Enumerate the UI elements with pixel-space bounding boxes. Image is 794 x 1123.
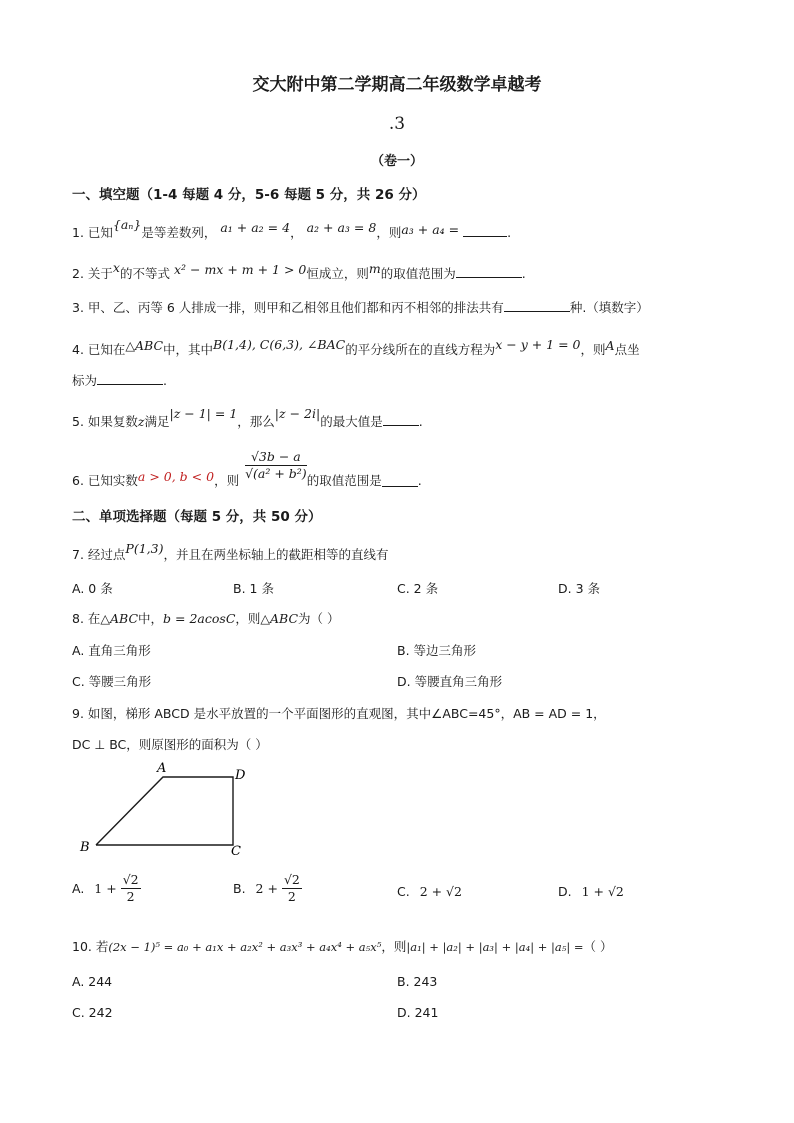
- q2-number: 2. 关于: [72, 266, 113, 281]
- q5-number: 5. 如果复数: [72, 414, 138, 429]
- page-subtitle: .3: [388, 114, 406, 134]
- q4-text-3: ，则: [580, 342, 606, 357]
- q9-option-b-denominator: 2: [287, 889, 296, 904]
- q5-text: 满足: [144, 414, 170, 429]
- question-9-line-2: DC ⊥ BC，则原图形的面积为（ ）: [72, 737, 268, 752]
- q10-text-2: （ ）: [583, 939, 613, 954]
- q4-line-equation: x − y + 1 = 0: [495, 337, 581, 352]
- question-9-line-1: 9. 如图，梯形 ABCD 是水平放置的一个平面图形的直观图，其中∠ABC=45°，AB = AD = 1，: [72, 706, 606, 721]
- q7-text: ，并且在两坐标轴上的截距相等的直线有: [163, 547, 389, 562]
- q7-option-a[interactable]: A. 0 条: [72, 581, 113, 596]
- q4-end: .: [163, 373, 167, 388]
- q5-variable: z: [137, 414, 145, 429]
- q2-text: 的不等式: [119, 266, 170, 281]
- q6-text-2: 的取值范围是: [306, 473, 382, 488]
- q4-answer-blank[interactable]: [97, 372, 163, 385]
- q3-text: 3. 甲、乙、丙等 6 人排成一排，则甲和乙相邻且他们都和丙不相邻的排法共有: [72, 300, 504, 315]
- q8-option-d[interactable]: D. 等腰直角三角形: [397, 674, 503, 689]
- volume-label: （卷一）: [370, 154, 423, 169]
- question-4-cont: [72, 371, 167, 389]
- q6-fraction: [245, 449, 307, 482]
- q10-option-b[interactable]: B. 243: [397, 974, 438, 989]
- question-10: [72, 937, 613, 955]
- q8-triangle: △ABC: [100, 611, 139, 626]
- vertex-label-c: C: [231, 844, 241, 859]
- question-2: [72, 260, 526, 282]
- q1-equation-2: a₂ + a₃ = 8: [306, 220, 377, 235]
- q4-text-5: 标为: [72, 373, 98, 388]
- q10-text: ，则: [381, 939, 407, 954]
- q10-number: 10. 若: [72, 939, 109, 954]
- q9-option-b[interactable]: [233, 872, 302, 916]
- q4-text: 中，其中: [163, 342, 214, 357]
- q6-number: 6. 已知实数: [72, 473, 138, 488]
- q5-text-2: ，那么: [237, 414, 275, 429]
- q6-end: .: [417, 472, 422, 488]
- section-fill-in-heading: 一、填空题（1-4 每题 4 分，5-6 每题 5 分，共 26 分）: [72, 187, 426, 203]
- page-title: 交大附中第二学期高二年级数学卓越考: [252, 75, 542, 95]
- q8-text-3: 为（ ）: [298, 611, 340, 626]
- q8-text: 中，: [138, 611, 164, 626]
- vertex-label-b: B: [80, 840, 90, 855]
- q9-option-a-numerator: √2: [122, 872, 139, 887]
- q9-option-d-letter: D.: [558, 884, 572, 899]
- q9-option-b-numerator: √2: [283, 872, 300, 887]
- q7-option-b[interactable]: B. 1 条: [233, 581, 274, 596]
- question-7: [72, 541, 389, 563]
- q6-text: ，则: [214, 473, 240, 488]
- q5-text-3: 的最大值是: [320, 414, 383, 429]
- q9-option-d-text: 1 + √2: [581, 884, 624, 899]
- q4-number: 4. 已知在: [72, 342, 126, 357]
- q8-option-b[interactable]: B. 等边三角形: [397, 643, 477, 658]
- q7-point: P(1,3): [125, 541, 164, 556]
- q2-variable: x: [112, 260, 120, 275]
- q9-option-c[interactable]: [397, 884, 462, 899]
- q2-text-3: 的取值范围为: [380, 266, 456, 281]
- q6-denominator: √(a² + b²): [245, 465, 307, 481]
- q10-sum: |a₁| + |a₂| + |a₃| + |a₄| + |a₅| =: [406, 940, 584, 954]
- q9-option-b-letter: B.: [233, 881, 246, 896]
- q10-option-a[interactable]: A. 244: [72, 974, 113, 989]
- q9-option-a-letter: A.: [72, 881, 85, 896]
- q9-option-a[interactable]: [72, 872, 141, 916]
- question-1: [72, 217, 512, 241]
- q9-option-c-text: 2 + √2: [419, 884, 462, 899]
- vertex-label-a: A: [157, 761, 167, 776]
- q9-option-d[interactable]: [558, 884, 624, 899]
- q1-text: 是等差数列，: [141, 225, 217, 240]
- q5-condition: |z − 1| = 1: [169, 406, 238, 421]
- q3-end: 种.（填数字）: [569, 300, 649, 315]
- q3-answer-blank[interactable]: [504, 299, 570, 312]
- q10-equation: (2x − 1)⁵ = a₀ + a₁x + a₂x² + a₃x³ + a₄x⁴ + a₅x⁵: [108, 940, 382, 954]
- q1-end: .: [507, 225, 512, 240]
- q6-numerator: √3b − a: [245, 449, 307, 466]
- q2-text-2: 恒成立，则: [306, 266, 369, 281]
- q1-number: 1. 已知: [72, 225, 113, 240]
- q6-answer-blank[interactable]: [382, 474, 418, 487]
- q8-condition: b = 2acosC: [163, 611, 236, 626]
- section-choice-heading: 二、单项选择题（每题 5 分，共 50 分）: [72, 509, 322, 525]
- question-5: [72, 406, 423, 430]
- q4-triangle: △ABC: [125, 338, 164, 353]
- q10-option-c[interactable]: C. 242: [72, 1005, 113, 1020]
- q8-text-2: ，则: [235, 611, 261, 626]
- q7-option-c[interactable]: C. 2 条: [397, 581, 439, 596]
- q6-condition: a > 0, b < 0: [137, 468, 215, 484]
- q10-option-d[interactable]: D. 241: [397, 1005, 439, 1020]
- q9-option-b-prefix: 2 +: [255, 881, 278, 896]
- question-8: [72, 609, 340, 627]
- vertex-label-d: D: [235, 768, 246, 783]
- q7-number: 7. 经过点: [72, 547, 126, 562]
- q1-answer-blank[interactable]: [463, 224, 507, 237]
- q4-text-4: 点坐: [614, 342, 640, 357]
- trapezoid-diagram: [70, 758, 260, 860]
- q2-inequality: x² − mx + m + 1 > 0: [173, 262, 307, 277]
- question-3: [72, 298, 649, 316]
- q4-points: B(1,4), C(6,3), ∠BAC: [213, 337, 346, 352]
- q5-expression: |z − 2i|: [274, 406, 321, 421]
- q8-triangle-2: △ABC: [260, 611, 299, 626]
- q2-answer-blank[interactable]: [456, 265, 522, 278]
- q9-option-c-letter: C.: [397, 884, 410, 899]
- q2-parameter: m: [368, 261, 381, 276]
- q8-number: 8. 在: [72, 611, 101, 626]
- q5-answer-blank[interactable]: [383, 413, 419, 426]
- q7-option-d[interactable]: D. 3 条: [558, 581, 600, 596]
- q9-option-a-prefix: 1 +: [94, 881, 117, 896]
- q4-text-2: 的平分线所在的直线方程为: [345, 342, 496, 357]
- question-6: [72, 441, 422, 491]
- q1-equation-1: a₁ + a₂ = 4: [220, 220, 291, 235]
- q1-text-2: ，则: [376, 225, 402, 240]
- question-4: [72, 337, 640, 358]
- trapezoid-outline: [96, 777, 233, 845]
- q8-option-a[interactable]: A. 直角三角形: [72, 643, 151, 658]
- q1-comma: ，: [290, 225, 303, 240]
- q8-option-c[interactable]: C. 等腰三角形: [72, 674, 152, 689]
- q1-expression: a₃ + a₄ =: [401, 222, 460, 237]
- q4-point-a: A: [605, 338, 615, 353]
- q5-end: .: [418, 414, 423, 429]
- q9-option-a-denominator: 2: [126, 889, 135, 904]
- q1-sequence: {aₙ}: [112, 217, 142, 232]
- q2-end: .: [521, 266, 526, 281]
